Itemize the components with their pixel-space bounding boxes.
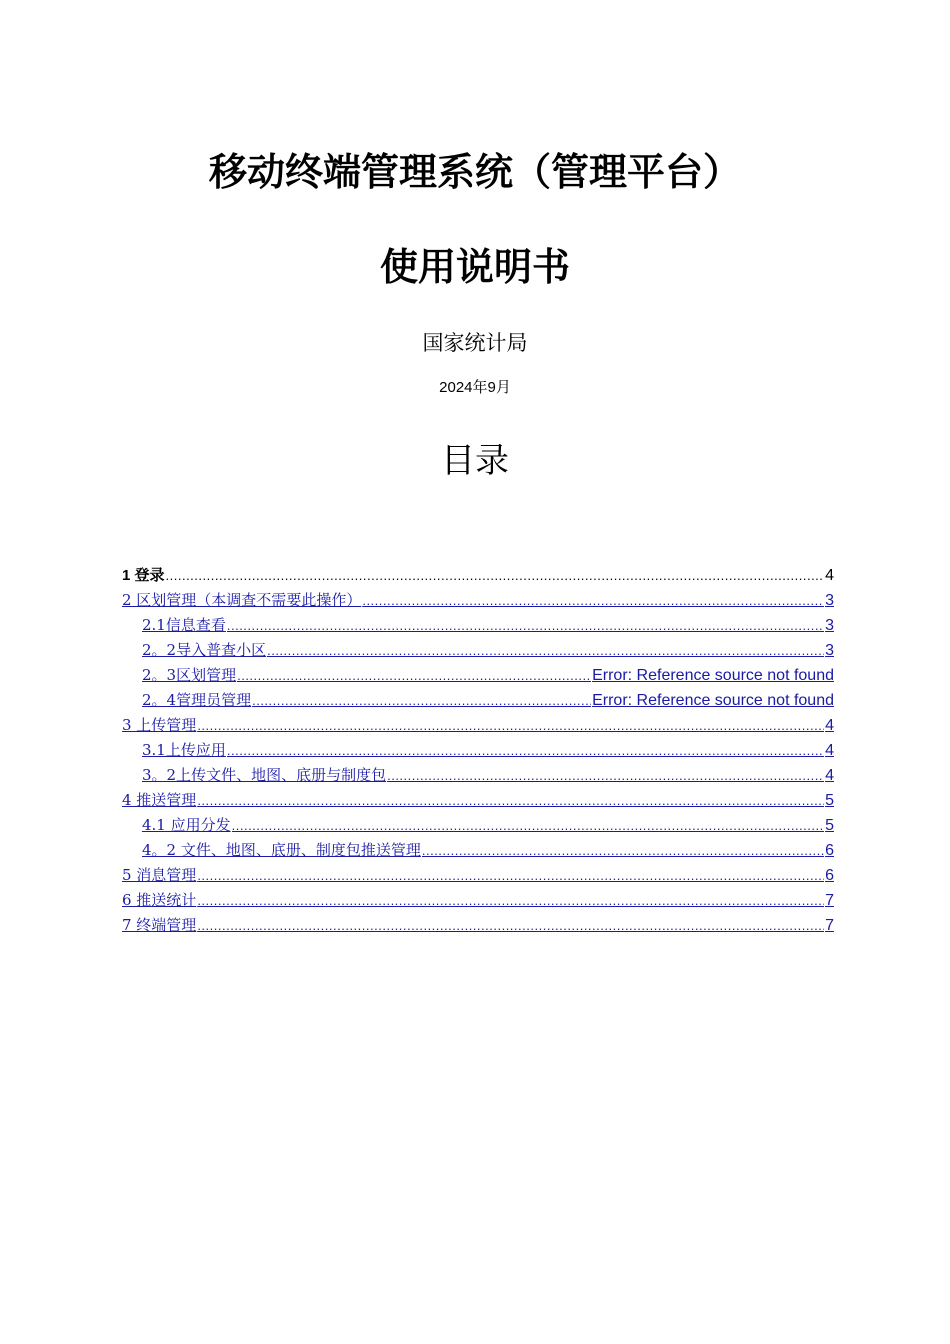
toc-entry-label: 2。4管理员管理	[142, 691, 252, 709]
toc-entry[interactable]	[122, 688, 834, 713]
toc-entry-label: 2。2导入普查小区	[142, 641, 267, 659]
toc-entry-page: 4	[825, 717, 834, 734]
toc-entry-page: 7	[825, 917, 834, 934]
toc-leader-dots	[197, 713, 824, 738]
toc-entry-page: 3	[825, 642, 834, 659]
toc-leader-dots	[227, 738, 824, 763]
toc-leader-dots	[227, 613, 824, 638]
toc-entry[interactable]	[122, 788, 834, 813]
toc-entry-label: 3.1上传应用	[142, 741, 226, 759]
toc-entry-label: 2.1信息查看	[142, 616, 226, 634]
toc-leader-dots	[422, 838, 824, 863]
toc-leader-dots	[197, 888, 824, 913]
toc-entry[interactable]	[122, 613, 834, 638]
toc-leader-dots	[166, 563, 825, 588]
toc-heading: 目录	[441, 441, 509, 481]
toc-entry-label: 5 消息管理	[122, 866, 197, 884]
toc-entry[interactable]	[122, 713, 834, 738]
toc-entry-label: 3。2上传文件、地图、底册与制度包	[142, 766, 387, 784]
toc-entry-label: 7 终端管理	[122, 916, 197, 934]
table-of-contents	[122, 563, 834, 938]
toc-entry-label: 2。3区划管理	[142, 666, 237, 684]
toc-entry[interactable]	[122, 563, 834, 588]
toc-entry[interactable]	[122, 663, 834, 688]
toc-entry[interactable]	[122, 888, 834, 913]
toc-entry-page: Error: Reference source not found	[592, 692, 834, 709]
document-date: 2024年9月	[439, 379, 511, 396]
toc-entry[interactable]	[122, 838, 834, 863]
organization-name: 国家统计局	[422, 331, 528, 355]
toc-leader-dots	[197, 788, 824, 813]
toc-leader-dots	[362, 588, 824, 613]
toc-leader-dots	[197, 913, 824, 938]
toc-entry-page: 3	[825, 617, 834, 634]
toc-leader-dots	[252, 688, 591, 713]
toc-entry-page: 6	[825, 842, 834, 859]
toc-entry-page: 4	[825, 742, 834, 759]
toc-entry[interactable]	[122, 913, 834, 938]
toc-entry-page: 7	[825, 892, 834, 909]
toc-entry-page: 6	[825, 867, 834, 884]
document-subtitle: 使用说明书	[379, 245, 570, 289]
toc-entry-page: 5	[825, 817, 834, 834]
toc-entry-page: 3	[825, 592, 834, 609]
toc-entry-label: 4.1 应用分发	[142, 816, 231, 834]
toc-entry-page: 4	[825, 567, 834, 584]
toc-entry-page: Error: Reference source not found	[592, 667, 834, 684]
toc-entry-label: 4 推送管理	[122, 791, 197, 809]
toc-entry-page: 5	[825, 792, 834, 809]
toc-leader-dots	[387, 763, 824, 788]
toc-entry[interactable]	[122, 738, 834, 763]
toc-entry-label: 3 上传管理	[122, 716, 197, 734]
toc-entry[interactable]	[122, 863, 834, 888]
toc-leader-dots	[267, 638, 824, 663]
toc-entry-label: 4。2 文件、地图、底册、制度包推送管理	[142, 841, 421, 859]
toc-leader-dots	[197, 863, 824, 888]
toc-entry[interactable]	[122, 638, 834, 663]
toc-entry[interactable]	[122, 588, 834, 613]
toc-entry-label: 1 登录	[122, 567, 165, 584]
toc-entry[interactable]	[122, 813, 834, 838]
toc-leader-dots	[237, 663, 591, 688]
document-title: 移动终端管理系统（管理平台）	[208, 150, 741, 194]
toc-entry-label: 2 区划管理（本调查不需要此操作）	[122, 591, 362, 609]
toc-entry[interactable]	[122, 763, 834, 788]
toc-leader-dots	[232, 813, 824, 838]
toc-entry-label: 6 推送统计	[122, 891, 197, 909]
toc-entry-page: 4	[825, 767, 834, 784]
